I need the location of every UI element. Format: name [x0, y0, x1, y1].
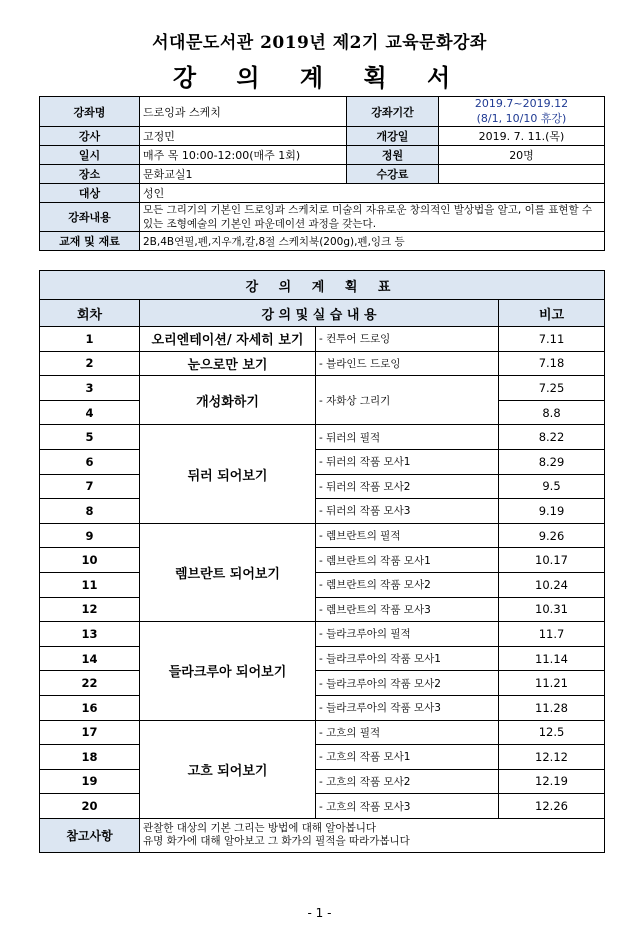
session-date: 10.17: [499, 548, 605, 573]
schedule-value: 매주 목 10:00-12:00(매주 1회): [140, 146, 347, 165]
session-number: 11: [40, 572, 140, 597]
period-label: 강좌기간: [347, 97, 439, 127]
course-value: 드로잉과 스케치: [140, 97, 347, 127]
plan-row: [40, 695, 605, 720]
course-label: 강좌명: [40, 97, 140, 127]
fee-value: [439, 165, 605, 184]
session-number: 20: [40, 794, 140, 819]
content-value: 모든 그리기의 기본인 드로잉과 스케치로 미술의 자유로운 창의적인 발상법을 알고, 이를 표현할 수 있는 조형예술의 기본인 파운데이션 과정을 갖는다.: [140, 203, 605, 232]
session-number: 1: [40, 327, 140, 352]
plan-row: [40, 769, 605, 794]
session-activity: - 뒤러의 작품 모사3: [316, 499, 499, 524]
session-date: 12.26: [499, 794, 605, 819]
session-number: 14: [40, 646, 140, 671]
session-date: 10.24: [499, 572, 605, 597]
session-date: 11.28: [499, 695, 605, 720]
session-activity: - 들라크루아의 작품 모사2: [316, 671, 499, 696]
session-number: 22: [40, 671, 140, 696]
plan-row: [40, 425, 605, 450]
session-number: 9: [40, 523, 140, 548]
plan-row: [40, 646, 605, 671]
session-activity: - 블라인드 드로잉: [316, 351, 499, 376]
session-activity: - 렘브란트의 작품 모사1: [316, 548, 499, 573]
session-topic: 개성화하기: [140, 376, 316, 425]
session-date: 10.31: [499, 597, 605, 622]
lecture-plan-table: [39, 270, 605, 853]
session-number: 16: [40, 695, 140, 720]
target-label: 대상: [40, 184, 140, 203]
plan-row: [40, 597, 605, 622]
plan-heading: 강 의 계 획 표: [40, 271, 605, 300]
page-number: - 1 -: [307, 906, 332, 920]
materials-value: 2B,4B연필,펜,지우개,칼,8절 스케치북(200g),펜,잉크 등: [140, 232, 605, 251]
plan-row: [40, 671, 605, 696]
session-date: 12.5: [499, 720, 605, 745]
reference-text: [140, 818, 605, 852]
capacity-value: 20명: [439, 146, 605, 165]
session-date: 8.22: [499, 425, 605, 450]
session-activity: - 뒤러의 작품 모사1: [316, 449, 499, 474]
reference-line-2: 유명 화가에 대해 알아보고 그 화가의 필적을 따라가봅니다: [143, 835, 410, 848]
session-topic: 눈으로만 보기: [140, 351, 316, 376]
session-date: 9.5: [499, 474, 605, 499]
session-date: 11.21: [499, 671, 605, 696]
period-breaks: (8/1, 10/10 휴강): [476, 112, 567, 125]
session-activity: - 렘브란트의 필적: [316, 523, 499, 548]
reference-line-1: 관찰한 대상의 기본 그리는 방법에 대해 알아봅니다: [143, 822, 377, 835]
capacity-label: 정원: [347, 146, 439, 165]
session-activity: - 렘브란트의 작품 모사3: [316, 597, 499, 622]
session-number: 13: [40, 622, 140, 647]
session-activity: - 자화상 그리기: [316, 376, 499, 425]
start-date-label: 개강일: [347, 127, 439, 146]
period-range: 2019.7~2019.12: [474, 97, 569, 110]
session-topic: 렘브란트 되어보기: [140, 523, 316, 621]
course-info-table: [39, 96, 605, 251]
session-activity: - 들라크루아의 필적: [316, 622, 499, 647]
session-activity: - 들라크루아의 작품 모사1: [316, 646, 499, 671]
start-date-value: 2019. 7. 11.(목): [439, 127, 605, 146]
session-activity: - 뒤러의 작품 모사2: [316, 474, 499, 499]
plan-row: [40, 572, 605, 597]
session-activity: - 들라크루아의 작품 모사3: [316, 695, 499, 720]
session-date: 8.29: [499, 449, 605, 474]
session-date: 7.25: [499, 376, 605, 401]
session-activity: - 렘브란트의 작품 모사2: [316, 572, 499, 597]
session-topic: 고흐 되어보기: [140, 720, 316, 818]
schedule-label: 일시: [40, 146, 140, 165]
session-date: 7.18: [499, 351, 605, 376]
plan-row: [40, 376, 605, 401]
session-date: 9.19: [499, 499, 605, 524]
plan-row: [40, 499, 605, 524]
period-value: [439, 97, 605, 127]
fee-label: 수강료: [347, 165, 439, 184]
session-date: 11.7: [499, 622, 605, 647]
session-number: 4: [40, 400, 140, 425]
plan-row: [40, 449, 605, 474]
target-value: 성인: [140, 184, 605, 203]
plan-row: [40, 548, 605, 573]
plan-row: [40, 745, 605, 770]
col-session-header: 회차: [40, 300, 140, 327]
content-label: 강좌내용: [40, 203, 140, 232]
plan-row: [40, 351, 605, 376]
session-number: 5: [40, 425, 140, 450]
instructor-label: 강사: [40, 127, 140, 146]
document-title: 서대문도서관 2019년 제2기 교육문화강좌: [152, 33, 487, 53]
session-number: 6: [40, 449, 140, 474]
instructor-value: 고정민: [140, 127, 347, 146]
plan-row: [40, 523, 605, 548]
session-number: 19: [40, 769, 140, 794]
session-date: 11.14: [499, 646, 605, 671]
plan-row: [40, 794, 605, 819]
session-number: 8: [40, 499, 140, 524]
session-topic: 오리엔테이션/ 자세히 보기: [140, 327, 316, 352]
session-number: 3: [40, 376, 140, 401]
session-number: 17: [40, 720, 140, 745]
session-topic: 뒤러 되어보기: [140, 425, 316, 523]
session-activity: - 고흐의 작품 모사2: [316, 769, 499, 794]
col-content-header: 강 의 및 실 습 내 용: [140, 300, 499, 327]
session-activity: - 고흐의 작품 모사3: [316, 794, 499, 819]
plan-row: [40, 622, 605, 647]
session-number: 18: [40, 745, 140, 770]
col-note-header: 비고: [499, 300, 605, 327]
place-value: 문화교실1: [140, 165, 347, 184]
materials-label: 교재 및 재료: [40, 232, 140, 251]
session-date: 9.26: [499, 523, 605, 548]
session-date: 7.11: [499, 327, 605, 352]
plan-row: [40, 474, 605, 499]
document-subtitle: 강 의 계 획 서: [172, 63, 467, 92]
session-date: 12.12: [499, 745, 605, 770]
session-date: 12.19: [499, 769, 605, 794]
session-activity: - 뒤러의 필적: [316, 425, 499, 450]
session-date: 8.8: [499, 400, 605, 425]
session-activity: - 고흐의 필적: [316, 720, 499, 745]
session-number: 7: [40, 474, 140, 499]
session-number: 2: [40, 351, 140, 376]
session-topic: 들라크루아 되어보기: [140, 622, 316, 720]
plan-row: [40, 720, 605, 745]
session-activity: - 고흐의 작품 모사1: [316, 745, 499, 770]
place-label: 장소: [40, 165, 140, 184]
reference-label: 참고사항: [40, 818, 140, 852]
plan-row: [40, 327, 605, 352]
session-activity: - 컨투어 드로잉: [316, 327, 499, 352]
session-number: 10: [40, 548, 140, 573]
session-number: 12: [40, 597, 140, 622]
